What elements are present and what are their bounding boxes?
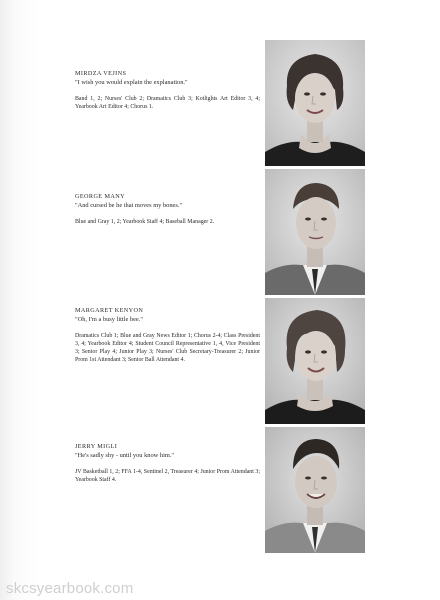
student-name: GEORGE MANY [75, 193, 125, 200]
student-text-1 [75, 70, 260, 111]
student-photo-2 [265, 169, 365, 295]
watermark-text: skcsyearbook.com [6, 580, 134, 597]
student-activities: Band 1, 2; Nurses' Club 2; Dramatics Club 3; Kotlights Art Editor 3, 4; Yearbook Art Editor 4; Chorus 1. [75, 96, 260, 111]
student-quote: "Oh, I'm a busy little bee." [75, 316, 143, 323]
student-text-4 [75, 443, 260, 484]
student-text-3 [75, 307, 260, 364]
student-text-2 [75, 193, 260, 226]
student-photo-3 [265, 298, 365, 424]
student-quote: "And cursed be he that moves my bones." [75, 202, 183, 209]
student-quote: "He's sadly shy - until you know him." [75, 452, 175, 459]
student-activities: JV Basketball 1, 2; FFA 1-4, Sentinel 2, Treasurer 4; Junior Prom Attendant 3; Yearbook Staff 4. [75, 469, 260, 484]
student-quote: "I wish you would explain the explanation." [75, 79, 188, 86]
student-photo-1 [265, 40, 365, 166]
student-activities: Blue and Gray 1, 2; Yearbook Staff 4; Baseball Manager 2. [75, 219, 215, 225]
portrait-female-1 [265, 40, 365, 166]
student-name: MARGARET KENYON [75, 307, 144, 314]
student-name: MIRDZA VEJINS [75, 70, 127, 77]
student-photo-4 [265, 427, 365, 553]
student-activities: Dramatics Club 1; Blue and Gray News Editor 1; Chorus 2-4; Class President 3, 4; Yearbook Editor 4; Student Council Representative 1, 4, Vice President 3; Senior Play 4; Junior Play 3; Nurses' Club Secretary-Treasurer 2; Junior Prom 1st Attendant 3; Senior Ball Attendant 4. [75, 333, 260, 364]
portrait-female-3 [265, 298, 365, 424]
portrait-male-2 [265, 169, 365, 295]
portrait-male-4 [265, 427, 365, 553]
student-name: JERRY MIGLI [75, 443, 118, 450]
